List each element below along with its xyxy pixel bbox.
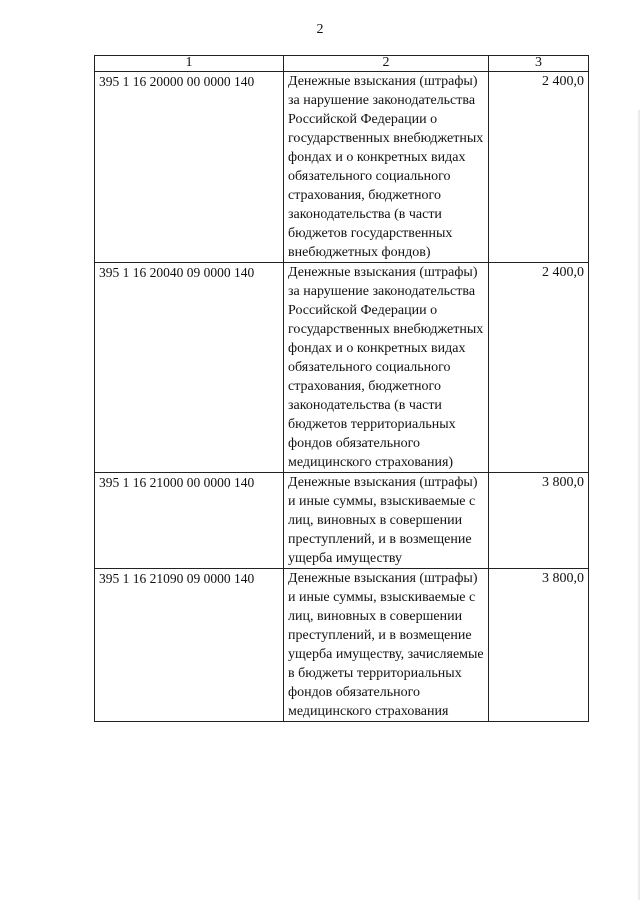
table-row — [95, 473, 589, 569]
revenue-name: Денежные взыскания (штрафы) и иные суммы, взыскиваемые с лиц, виновных в совершении преступлений, и в возмещение ущерба имуществу — [284, 473, 489, 569]
budget-code: 395 1 16 21000 00 0000 140 — [95, 473, 284, 569]
amount-value: 2 400,0 — [489, 72, 589, 263]
budget-code: 395 1 16 21090 09 0000 140 — [95, 569, 284, 722]
header-col-1: 1 — [95, 56, 284, 72]
revenue-table — [94, 55, 589, 722]
header-col-2: 2 — [284, 56, 489, 72]
page-number: 2 — [316, 22, 324, 37]
table-row — [95, 263, 589, 473]
table-body — [95, 72, 589, 722]
table-header — [95, 56, 589, 72]
revenue-name: Денежные взыскания (штрафы) за нарушение законодательства Российской Федерации о государственных внебюджетных фондах и о конкретных видах обязательного социального страхования, бюджетного законодательства (в части бюджетов территориальных фондов обязательного медицинского страхования) — [284, 263, 489, 473]
revenue-name: Денежные взыскания (штрафы) и иные суммы, взыскиваемые с лиц, виновных в совершении преступлений, и в возмещение ущерба имуществу, зачисляемые в бюджеты территориальных фондов обязательного медицинского страхования — [284, 569, 489, 722]
header-row — [95, 56, 589, 72]
table-row — [95, 569, 589, 722]
budget-code: 395 1 16 20000 00 0000 140 — [95, 72, 284, 263]
header-col-3: 3 — [489, 56, 589, 72]
revenue-name: Денежные взыскания (штрафы) за нарушение законодательства Российской Федерации о государственных внебюджетных фондах и о конкретных видах обязательного социального страхования, бюджетного законодательства (в части бюджетов государственных внебюджетных фондов) — [284, 72, 489, 263]
amount-value: 2 400,0 — [489, 263, 589, 473]
amount-value: 3 800,0 — [489, 473, 589, 569]
budget-code: 395 1 16 20040 09 0000 140 — [95, 263, 284, 473]
amount-value: 3 800,0 — [489, 569, 589, 722]
table-row — [95, 72, 589, 263]
